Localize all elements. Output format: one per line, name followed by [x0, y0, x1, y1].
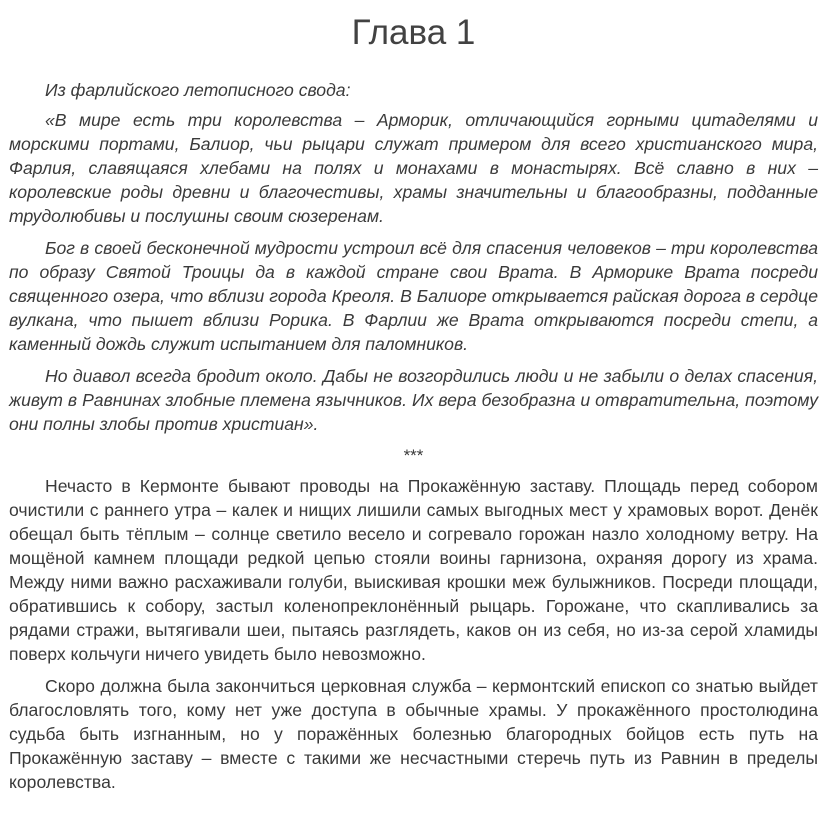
chapter-title: Глава 1: [351, 13, 476, 52]
section-separator: ***: [403, 446, 424, 465]
body-paragraph: Скоро должна была закончиться церковная служба – кермонтский епископ со знатью выйдет благословлять того, кому нет уже доступа в обычные храмы. У прокажённого простолюдина судьба быть изгнанным, но у поражённых болезнью благородных бойцов есть путь на Прокажённую заставу – вместе с такими же несчастными стеречь путь из Равнин в пределы королевства.: [9, 676, 818, 792]
epigraph-paragraph: Но диавол всегда бродит около. Дабы не возгордились люди и не забыли о делах спасения, живут в Равнинах злобные племена язычников. Их вера безобразна и отвратительна, поэтому они полны злобы против христиан».: [9, 366, 818, 434]
chapter-text: [9, 78, 818, 794]
epigraph-paragraph: Бог в своей бесконечной мудрости устроил всё для спасения человеков – три королевства по образу Святой Троицы да в каждой стране свои Врата. В Арморике Врата посреди священного озера, что вблизи города Креоля. В Балиоре открывается райская дорога в сердце вулкана, что пышет вблизи Рорика. В Фарлии же Врата открываются посреди степи, а каменный дождь служит испытанием для паломников.: [9, 238, 818, 354]
epigraph-source: Из фарлийского летописного свода:: [45, 80, 351, 100]
body-paragraph: Нечасто в Кермонте бывают проводы на Прокажённую заставу. Площадь перед собором очистили с раннего утра – калек и нищих лишили самых выгодных мест у храмовых ворот. Денёк обещал быть тёплым – солнце светило весело и согревало горожан назло холодному ветру. На мощёной камнем площади редкой цепью стояли воины гарнизона, охраняя дорогу из храма. Между ними важно расхаживали голуби, выискивая крошки меж булыжников. Посреди площади, обратившись к собору, застыл коленопреклонённый рыцарь. Горожане, что скапливались за рядами стражи, вытягивали шеи, пытаясь разглядеть, каков он из себя, но из-за серой хламиды поверх кольчуги ничего увидеть было невозможно.: [9, 476, 818, 664]
epigraph-paragraph: «В мире есть три королевства – Арморик, отличающийся горными цитаделями и морскими портами, Балиор, чьи рыцари служат примером для всего христианского мира, Фарлия, славящаяся хлебами на полях и монахами в монастырях. Всё славно в них – королевские роды древни и благочестивы, храмы значительны и благообразны, подданные трудолюбивы и послушны своим сюзеренам.: [9, 110, 818, 226]
